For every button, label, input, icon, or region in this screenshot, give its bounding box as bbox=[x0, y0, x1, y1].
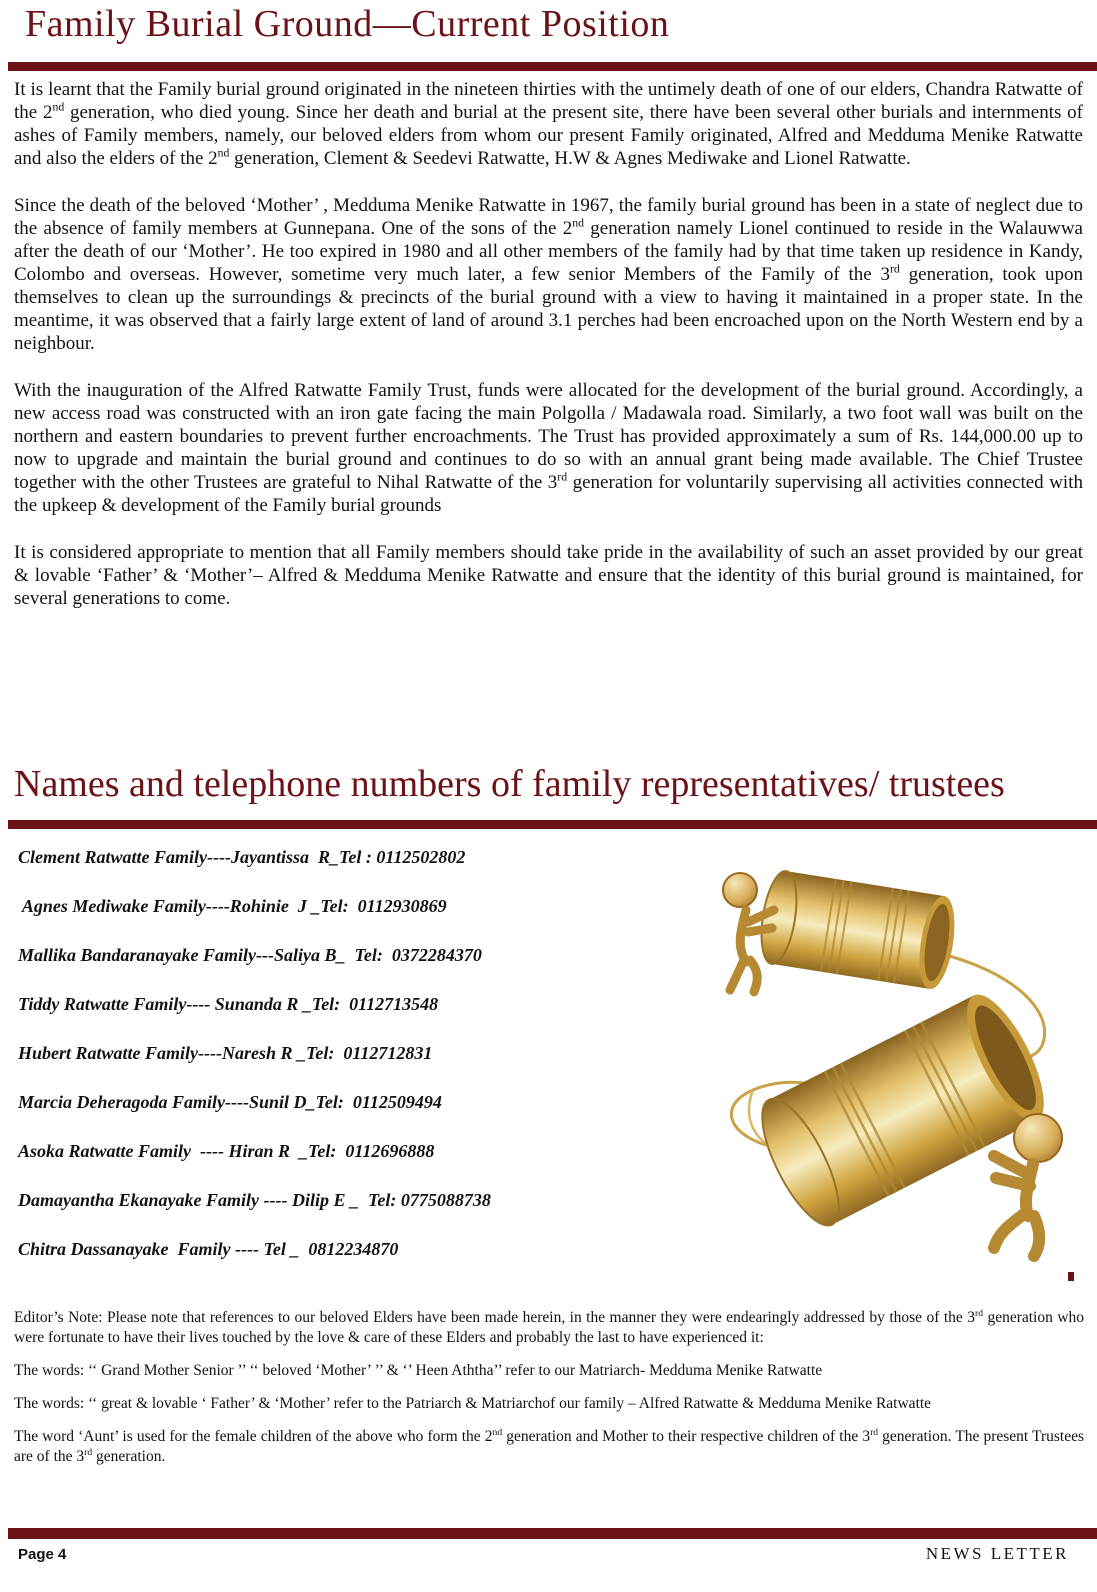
section-title-contacts: Names and telephone numbers of family representatives/ trustees bbox=[14, 763, 1005, 805]
small-gold-figure bbox=[723, 873, 774, 992]
big-tin-can bbox=[747, 985, 1058, 1236]
contact-clement-ratwatte: Clement Ratwatte Family----Jayantissa R_Tel : 0112502802 bbox=[18, 847, 466, 867]
paragraph-trust-funding: With the inauguration of the Alfred Ratwatte Family Trust, funds were allocated for the development of the burial ground. Accordingly, a new access road was constructed with an iron gate facing the main Polgolla / Madawala road. Similarly, a two foot wall was built on the northern and eastern boundaries to prevent further encroachments. The Trust has provided approximately a sum of Rs. 144,000.00 up to now to upgrade and maintain the burial ground and continues to do so with an annual grant being made available. The Chief Trustee together with the other Trustees are grateful to Nihal Ratwatte of the 3rd generation for voluntarily supervising all activities connected with the upkeep & development of the Family burial grounds bbox=[14, 380, 1083, 516]
paragraph-neglect-history: Since the death of the beloved ‘Mother’ , Medduma Menike Ratwatte in 1967, the family burial ground has been in a state of neglect due to the absence of family members at Gunnepana. One of the sons of the 2nd generation namely Lionel continued to reside in the Walauwwa after the death of our ‘Mother’. He too expired in 1980 and all other members of the family had by that time taken up residence in Kandy, Colombo and overseas. However, sometime very much later, a few senior Members of the Family of the 3rd generation, took upon themselves to clean up the surroundings & precincts of the burial ground with a view to having it maintained in a proper state. In the meantime, it was observed that a fairly large extent of land of around 3.1 perches had been encroached upon on the North Western end by a neighbour. bbox=[14, 195, 1083, 354]
note-aunt-definition: The word ‘Aunt’ is used for the female children of the above who form the 2nd generation and Mother to their respective children of the 3rd generation. The present Trustees are of the 3rd generation. bbox=[14, 1426, 1084, 1465]
red-mark-artifact bbox=[1068, 1272, 1074, 1281]
footer-newsletter-label: NEWS LETTER bbox=[925, 1544, 1069, 1563]
paragraph-closing-appeal: It is considered appropriate to mention that all Family members should take pride in the availability of such an asset provided by our great & lovable ‘Father’ & ‘Mother’– Alfred & Medduma Menike Ratwatte and ensure that the identity of this burial ground is maintained, for several generations to come. bbox=[14, 542, 1083, 609]
page-title: Family Burial Ground—Current Position bbox=[25, 3, 670, 45]
section-rule bbox=[8, 820, 1097, 829]
contact-marcia-deheragoda: Marcia Deheragoda Family----Sunil D_Tel: 0112509494 bbox=[18, 1092, 442, 1112]
contact-hubert-ratwatte: Hubert Ratwatte Family----Naresh R _Tel: 0112712831 bbox=[18, 1043, 433, 1063]
contact-asoka-ratwatte: Asoka Ratwatte Family ---- Hiran R _Tel: 0112696888 bbox=[18, 1141, 435, 1161]
contact-chitra-dassanayake: Chitra Dassanayake Family ---- Tel _ 0812234870 bbox=[18, 1239, 399, 1259]
note-matriarch-words: The words: ‘‘ Grand Mother Senior ’’ ‘‘ beloved ‘Mother’ ’’ & ‘’ Heen Aththa’’ refer to our Matriarch- Medduma Menike Ratwatte bbox=[14, 1362, 823, 1379]
note-patriarch-words: The words: ‘‘ great & lovable ‘ Father’ & ‘Mother’ refer to the Patriarch & Matriarchof our family – Alfred Ratwatte & Medduma Menike Ratwatte bbox=[14, 1395, 932, 1412]
contact-mallika-bandaranayake: Mallika Bandaranayake Family---Saliya B_ Tel: 0372284370 bbox=[18, 945, 482, 965]
contact-agnes-mediwake: Agnes Mediwake Family----Rohinie J _Tel: 0112930869 bbox=[18, 896, 447, 916]
tin-can-telephone-image bbox=[698, 838, 1078, 1270]
contact-damayantha-ekanayake: Damayantha Ekanayake Family ---- Dilip E _ Tel: 0775088738 bbox=[18, 1190, 491, 1210]
footer-rule bbox=[8, 1528, 1097, 1539]
contact-list bbox=[18, 846, 678, 1287]
article-body bbox=[14, 78, 1083, 634]
note-editors-intro: Editor’s Note: Please note that references to our beloved Elders have been made herein, in the manner they were endearingly addressed by those of the 3rd generation who were fortunate to have their lives touched by the love & care of these Elders and probably the last to have experienced it: bbox=[14, 1307, 1085, 1346]
editors-notes bbox=[14, 1308, 1084, 1480]
footer-page-number: Page 4 bbox=[18, 1546, 67, 1563]
title-rule bbox=[8, 62, 1097, 71]
small-tin-can bbox=[756, 869, 960, 992]
paragraph-burial-origin: It is learnt that the Family burial ground originated in the nineteen thirties with the untimely death of one of our elders, Chandra Ratwatte of the 2nd generation, who died young. Since her death and burial at the present site, there have been several other burials and internments of ashes of Family members, namely, our beloved elders from whom our present Family originated, Alfred and Medduma Menike Ratwatte and also the elders of the 2nd generation, Clement & Seedevi Ratwatte, H.W & Agnes Mediwake and Lionel Ratwatte. bbox=[14, 79, 1083, 169]
contact-tiddy-ratwatte: Tiddy Ratwatte Family---- Sunanda R _Tel: 0112713548 bbox=[18, 994, 439, 1014]
